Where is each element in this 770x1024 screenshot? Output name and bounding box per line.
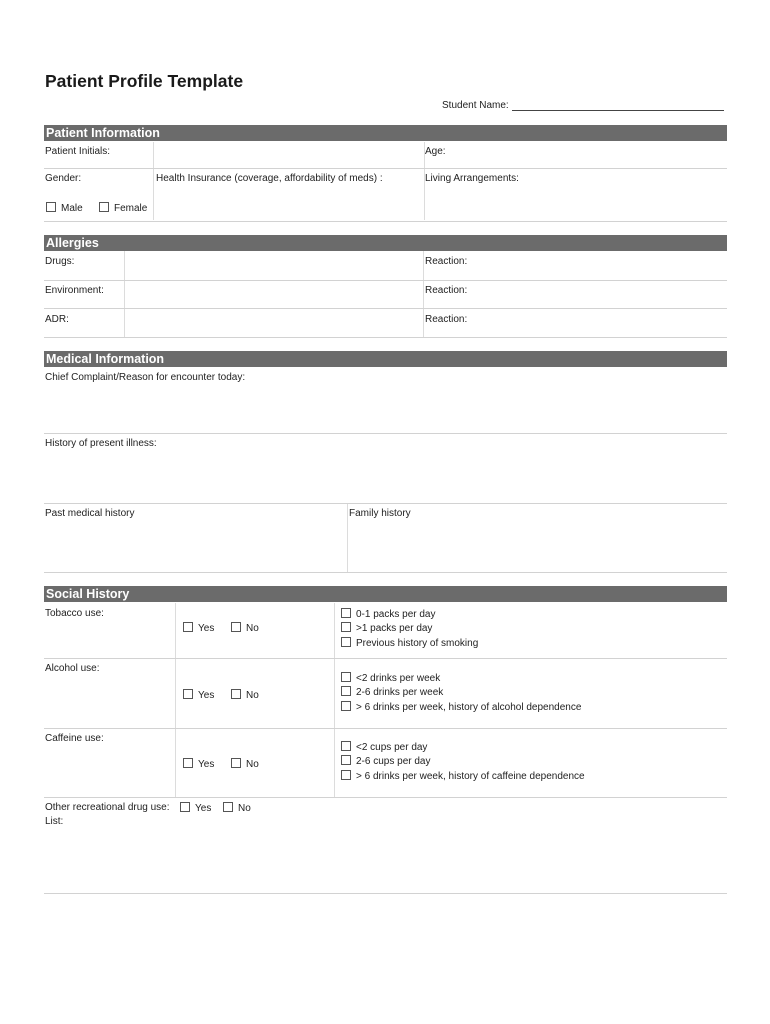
insurance-label: Health Insurance (coverage, affordability of meds) : — [156, 173, 383, 184]
section-title: Patient Information — [46, 126, 160, 140]
section-title: Medical Information — [46, 352, 165, 366]
divider — [44, 433, 727, 434]
checkbox[interactable] — [183, 758, 193, 768]
caffeine-no-option[interactable]: No — [231, 758, 259, 771]
divider — [153, 169, 154, 220]
tobacco-use-label: Tobacco use: — [45, 608, 104, 619]
divider — [423, 251, 424, 337]
divider — [44, 168, 727, 169]
checkbox[interactable] — [341, 637, 351, 647]
adr-reaction-label: Reaction: — [425, 314, 468, 325]
checkbox[interactable] — [231, 758, 241, 768]
gender-female-option[interactable]: Female — [99, 202, 147, 215]
alcohol-option-2[interactable]: 2-6 drinks per week — [341, 686, 443, 699]
alcohol-option-3[interactable]: > 6 drinks per week, history of alcohol dependence — [341, 701, 581, 714]
section-header-allergies — [44, 235, 727, 251]
divider — [44, 503, 727, 504]
tobacco-no-option[interactable]: No — [231, 622, 259, 635]
alcohol-no-option[interactable]: No — [231, 689, 259, 702]
checkbox[interactable] — [341, 622, 351, 632]
page-title: Patient Profile Template — [45, 71, 244, 91]
environment-label: Environment: — [45, 285, 104, 296]
other-drug-no-option[interactable]: No — [223, 802, 251, 815]
patient-initials-label: Patient Initials: — [45, 146, 111, 157]
gender-male-option[interactable]: Male — [46, 202, 83, 215]
section-header-social-history — [44, 586, 727, 602]
checkbox[interactable] — [341, 701, 351, 711]
checkbox[interactable] — [46, 202, 56, 212]
divider — [44, 893, 727, 894]
caffeine-option-2[interactable]: 2-6 cups per day — [341, 755, 431, 768]
checkbox[interactable] — [183, 689, 193, 699]
divider — [44, 797, 727, 798]
caffeine-use-label: Caffeine use: — [45, 733, 104, 744]
checkbox[interactable] — [99, 202, 109, 212]
divider — [347, 504, 348, 572]
age-label: Age: — [425, 146, 446, 157]
checkbox[interactable] — [341, 741, 351, 751]
caffeine-option-1[interactable]: <2 cups per day — [341, 741, 427, 754]
gender-label: Gender: — [45, 173, 82, 184]
divider — [44, 308, 727, 309]
checkbox[interactable] — [231, 689, 241, 699]
divider — [175, 603, 176, 798]
divider — [334, 603, 335, 798]
other-drug-yes-option[interactable]: Yes — [180, 802, 211, 815]
divider — [44, 337, 727, 338]
checkbox[interactable] — [341, 608, 351, 618]
divider — [44, 572, 727, 573]
alcohol-option-1[interactable]: <2 drinks per week — [341, 672, 440, 685]
past-medical-history-label: Past medical history — [45, 508, 135, 519]
drugs-reaction-label: Reaction: — [425, 256, 468, 267]
divider — [44, 658, 727, 659]
family-history-label: Family history — [349, 508, 411, 519]
tobacco-option-3[interactable]: Previous history of smoking — [341, 637, 478, 650]
tobacco-option-2[interactable]: >1 packs per day — [341, 622, 432, 635]
caffeine-option-3[interactable]: > 6 drinks per week, history of caffeine dependence — [341, 770, 585, 783]
chief-complaint-label: Chief Complaint/Reason for encounter today: — [45, 372, 246, 383]
divider — [153, 142, 154, 169]
tobacco-option-1[interactable]: 0-1 packs per day — [341, 608, 436, 621]
checkbox[interactable] — [341, 755, 351, 765]
checkbox[interactable] — [180, 802, 190, 812]
checkbox[interactable] — [223, 802, 233, 812]
alcohol-yes-option[interactable]: Yes — [183, 689, 214, 702]
list-label: List: — [45, 816, 64, 827]
adr-label: ADR: — [45, 314, 69, 325]
section-header-medical-information — [44, 351, 727, 367]
caffeine-yes-option[interactable]: Yes — [183, 758, 214, 771]
checkbox[interactable] — [231, 622, 241, 632]
section-header-patient-information — [44, 125, 727, 141]
divider — [124, 251, 125, 337]
student-name-label: Student Name: — [442, 100, 509, 111]
section-title: Allergies — [46, 236, 99, 250]
checkbox[interactable] — [341, 686, 351, 696]
divider — [44, 728, 727, 729]
section-title: Social History — [46, 587, 130, 601]
checkbox[interactable] — [341, 770, 351, 780]
checkbox[interactable] — [341, 672, 351, 682]
environment-reaction-label: Reaction: — [425, 285, 468, 296]
divider — [44, 221, 727, 222]
checkbox[interactable] — [183, 622, 193, 632]
alcohol-use-label: Alcohol use: — [45, 663, 100, 674]
other-drug-use-label: Other recreational drug use: — [45, 802, 170, 813]
hpi-label: History of present illness: — [45, 438, 157, 449]
drugs-label: Drugs: — [45, 256, 75, 267]
living-arrangements-label: Living Arrangements: — [425, 173, 519, 184]
tobacco-yes-option[interactable]: Yes — [183, 622, 214, 635]
divider — [44, 280, 727, 281]
student-name-field[interactable] — [512, 110, 724, 111]
